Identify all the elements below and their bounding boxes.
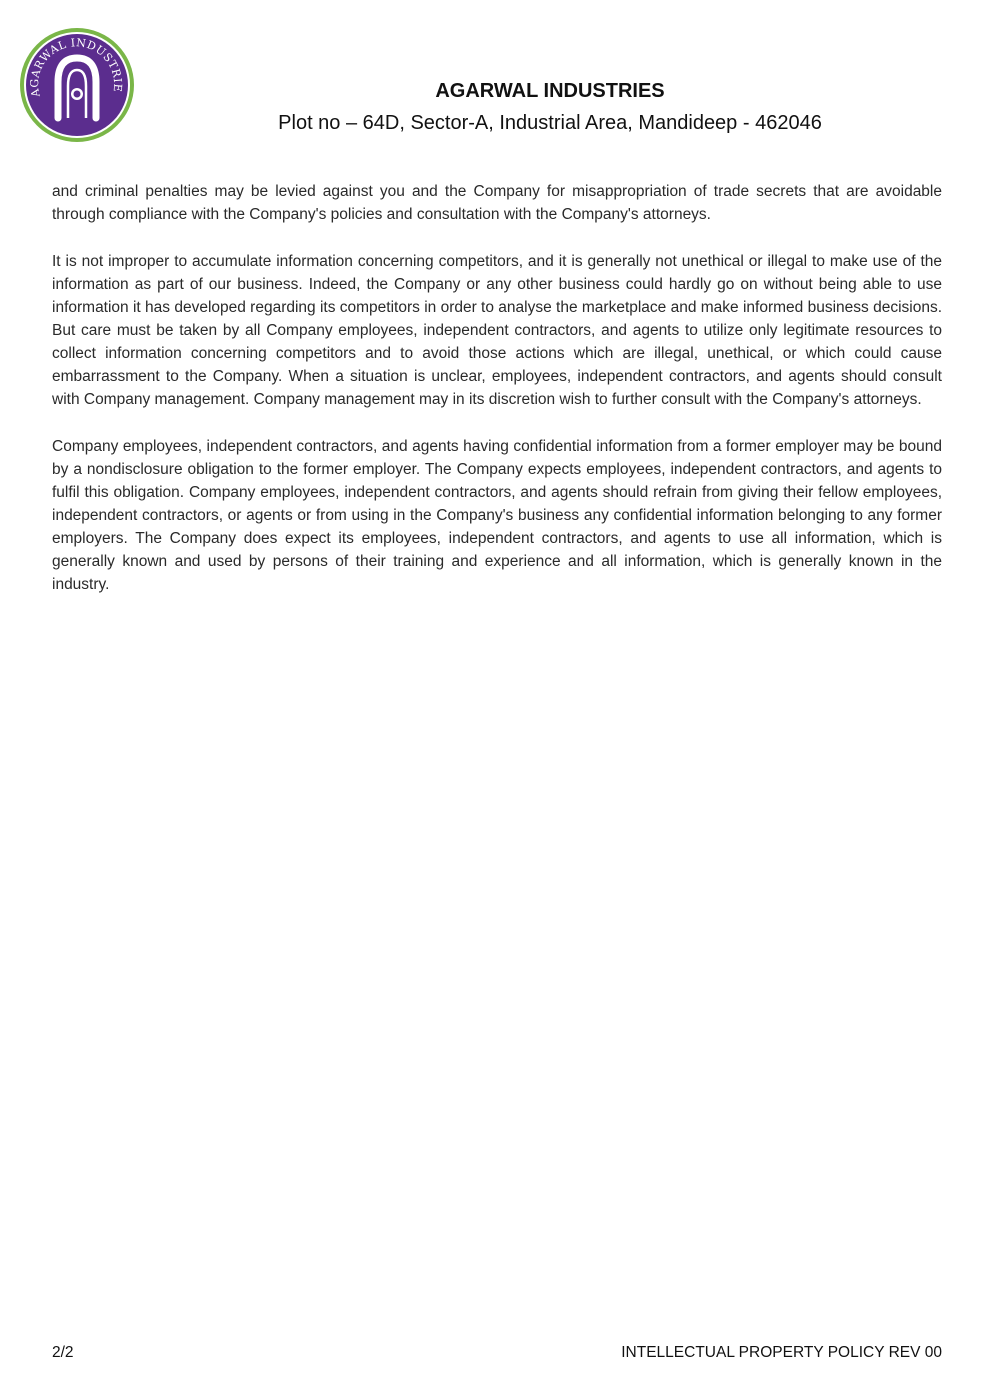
company-address: Plot no – 64D, Sector-A, Industrial Area, Mandideep - 462046 (278, 112, 822, 134)
paragraph-1: and criminal penalties may be levied against you and the Company for misappropriation of trade secrets that are avoidable through compliance with the Company's policies and consultation with the Company's attorneys. (52, 183, 942, 223)
company-name: AGARWAL INDUSTRIES (435, 80, 665, 102)
letterhead (150, 78, 950, 136)
page-number: 2/2 (52, 1344, 74, 1361)
company-logo (18, 26, 136, 144)
paragraph-2: It is not improper to accumulate information concerning competitors, and it is generally not unethical or illegal to make use of the information as part of our business. Indeed, the Company or any other business could hardly go on without being able to use information it has developed regarding its competitors in order to analyse the marketplace and make informed business decisions. But care must be taken by all Company employees, independent contractors, and agents to utilize only legitimate resources to collect information concerning competitors and to avoid those actions which are illegal, unethical, or which could cause embarrassment to the Company. When a situation is unclear, employees, independent contractors, and agents should consult with Company management. Company management may in its discretion wish to further consult with the Company's attorneys. (52, 253, 943, 408)
logo-seal-icon (18, 26, 136, 144)
document-title: INTELLECTUAL PROPERTY POLICY REV 00 (621, 1344, 942, 1361)
document-body (52, 180, 942, 620)
svg-text:AGARWAL INDUSTRIES: AGARWAL INDUSTRIE (28, 36, 125, 99)
paragraph-3: Company employees, independent contractors, and agents having confidential information from a former employer may be bound by a nondisclosure obligation to the former employer. The Company expects employees, independent contractors, and agents to fulfil this obligation. Company employees, independent contractors, and agents should refrain from giving their fellow employees, independent contractors, or agents or from using in the Company's business any confidential information belonging to any former employers. The Company does expect its employees, independent contractors, and agents to use all information, which is generally known and used by persons of their training and experience and all information, which is generally known in the industry. (52, 438, 942, 593)
